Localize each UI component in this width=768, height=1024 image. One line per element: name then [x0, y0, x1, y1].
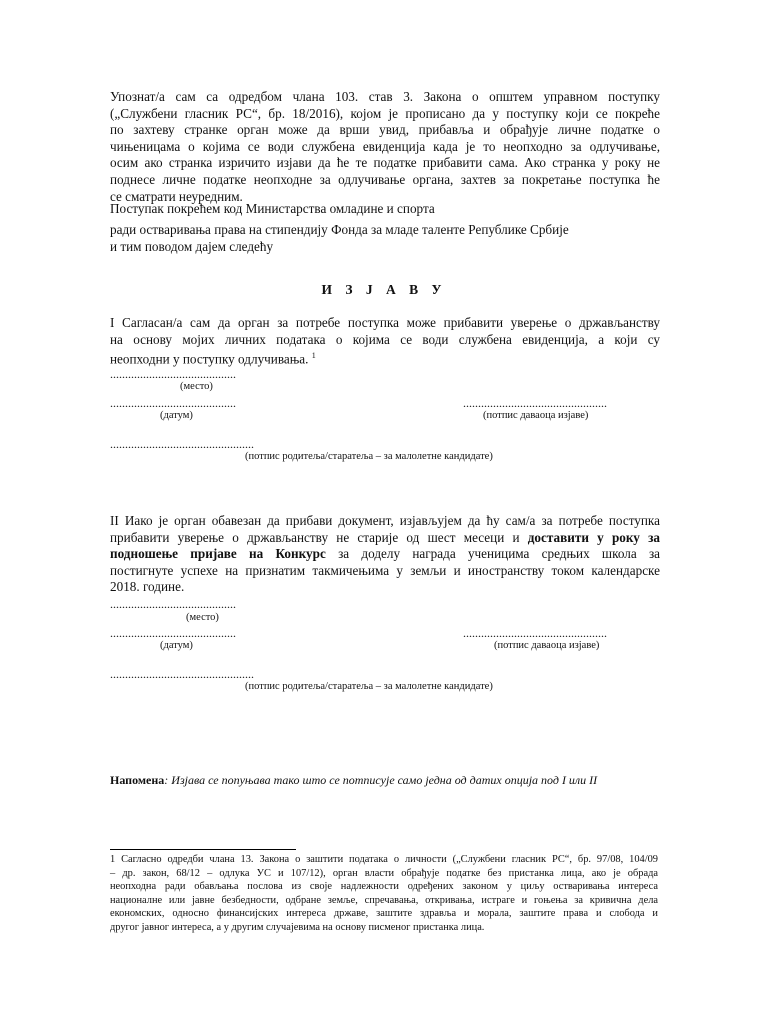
note-text: : Изјава се попуњава тако што се потписује само једна од датих опција под I или II — [164, 773, 598, 787]
intro-line: чињеницама о којима се води службена евиденција када је то неопходно за одлучивање, — [110, 138, 660, 154]
footnote — [110, 853, 658, 935]
signature-label: (потпис даваоца изјаве) — [483, 410, 589, 421]
intro-line: Упознат/а сам са одредбом члана 103. став 3. Закона о општем управном поступку — [110, 89, 660, 104]
section-two-text: за доделу награда ученицима средњих школа за — [338, 546, 661, 562]
date-field[interactable]: .......................................... — [110, 396, 236, 410]
intro-line: се сматрати неуредним. — [110, 188, 243, 204]
intro-line: осим ако странка изричито изјави да ће те податке прибавити сама. Ако странка у року не — [110, 155, 660, 171]
signature-field[interactable]: ................................................ — [463, 396, 607, 410]
intro-paragraph — [110, 89, 660, 205]
section-two-line: 2018. године. — [110, 579, 185, 595]
footnote-line: неопходна ради обављања послова из своје надлежности одређених законом у циљу остваривања интереса — [110, 881, 658, 893]
section-two-line — [110, 546, 660, 563]
note-label: Напомена — [110, 773, 165, 787]
parent-signature-field[interactable]: ................................................ — [110, 667, 254, 681]
place-field[interactable]: .......................................... — [110, 367, 236, 381]
footnote-line: другог јавног интереса, а у другим случајевима на основу писменог пристанка лица. — [110, 921, 485, 933]
place-label: (место) — [186, 612, 219, 623]
section-one-line: I Сагласан/а сам да орган за потребе поступка може прибавити уверење о држављанству — [110, 315, 660, 330]
intro-line: поднесе личне податке неопходне за одлучивање органа, захтев за покретање поступка ће — [110, 171, 660, 187]
signature-label: (потпис даваоца изјаве) — [494, 640, 600, 651]
date-label: (датум) — [160, 640, 193, 651]
footnote-line: 1 Сагласно одредби члана 13. Закона о заштити података о личности („Службени гласник РС“, бр. 97/08, 104/09 — [110, 854, 658, 865]
section-two-line — [110, 530, 660, 547]
section-one-line — [110, 348, 660, 368]
parent-signature-field[interactable]: ................................................ — [110, 437, 254, 451]
purpose-line: и тим поводом дајем следећу — [110, 239, 274, 254]
section-one-text: неопходни у поступку одлучивања. — [110, 351, 309, 367]
section-one-paragraph — [110, 315, 660, 368]
section-two-text: прибавити уверење о држављанству не старије од шест месеци и — [110, 529, 520, 545]
intro-line: по захтеву странке орган може да врши увид, прибавља и обрађује личне податке о — [110, 122, 660, 138]
date-field[interactable]: .......................................... — [110, 626, 236, 640]
intro-line: („Службени гласник РС“, бр. 18/2016), којом је прописано да у поступку који се покреће — [110, 105, 660, 121]
section-two-bold: подношење пријаве на Конкурс — [110, 546, 326, 562]
parent-signature-label: (потпис родитеља/старатеља – за малолетне кандидате) — [245, 681, 493, 692]
footnote-divider — [110, 849, 296, 850]
section-one-line: на основу мојих личних података о којима се води службена евиденција, а који су — [110, 331, 660, 347]
footnote-ref: 1 — [311, 351, 316, 361]
purpose-line: ради остваривања права на стипендију Фонда за младе таленте Републике Србије — [110, 222, 569, 237]
section-two-bold: доставити у року за — [527, 529, 660, 545]
footnote-line: – др. закон, 68/12 – одлука УС и 107/12), орган власти обрађује податке без пристанка лица, ако je обрада — [110, 867, 658, 879]
place-label: (место) — [180, 381, 213, 392]
statement-title: И З Ј А В У — [321, 282, 447, 297]
section-two-line: II Иако је орган обавезан да прибави документ, изјављујем да ћу сам/а за потребе поступка — [110, 513, 660, 528]
section-two-paragraph — [110, 513, 660, 596]
procedure-line: Поступак покрећем код Министарства омладине и спорта — [110, 201, 435, 216]
footnote-line: националне или јавне безбедности, одбране земље, спречавања, откривања, истраге и гоњења за кривична дела — [110, 894, 658, 906]
note — [110, 773, 597, 788]
signature-field[interactable]: ................................................ — [463, 626, 607, 640]
footnote-line: економских, односно финансијских интереса државе, заштите здравља и морала, заштите права и слобода и — [110, 908, 658, 920]
section-two-line: постигнуте успехе на признатим такмичењима у земљи и иностранству током календарске — [110, 562, 660, 578]
date-label: (датум) — [160, 410, 193, 421]
parent-signature-label: (потпис родитеља/старатеља – за малолетне кандидате) — [245, 451, 493, 462]
place-field[interactable]: .......................................... — [110, 597, 236, 611]
